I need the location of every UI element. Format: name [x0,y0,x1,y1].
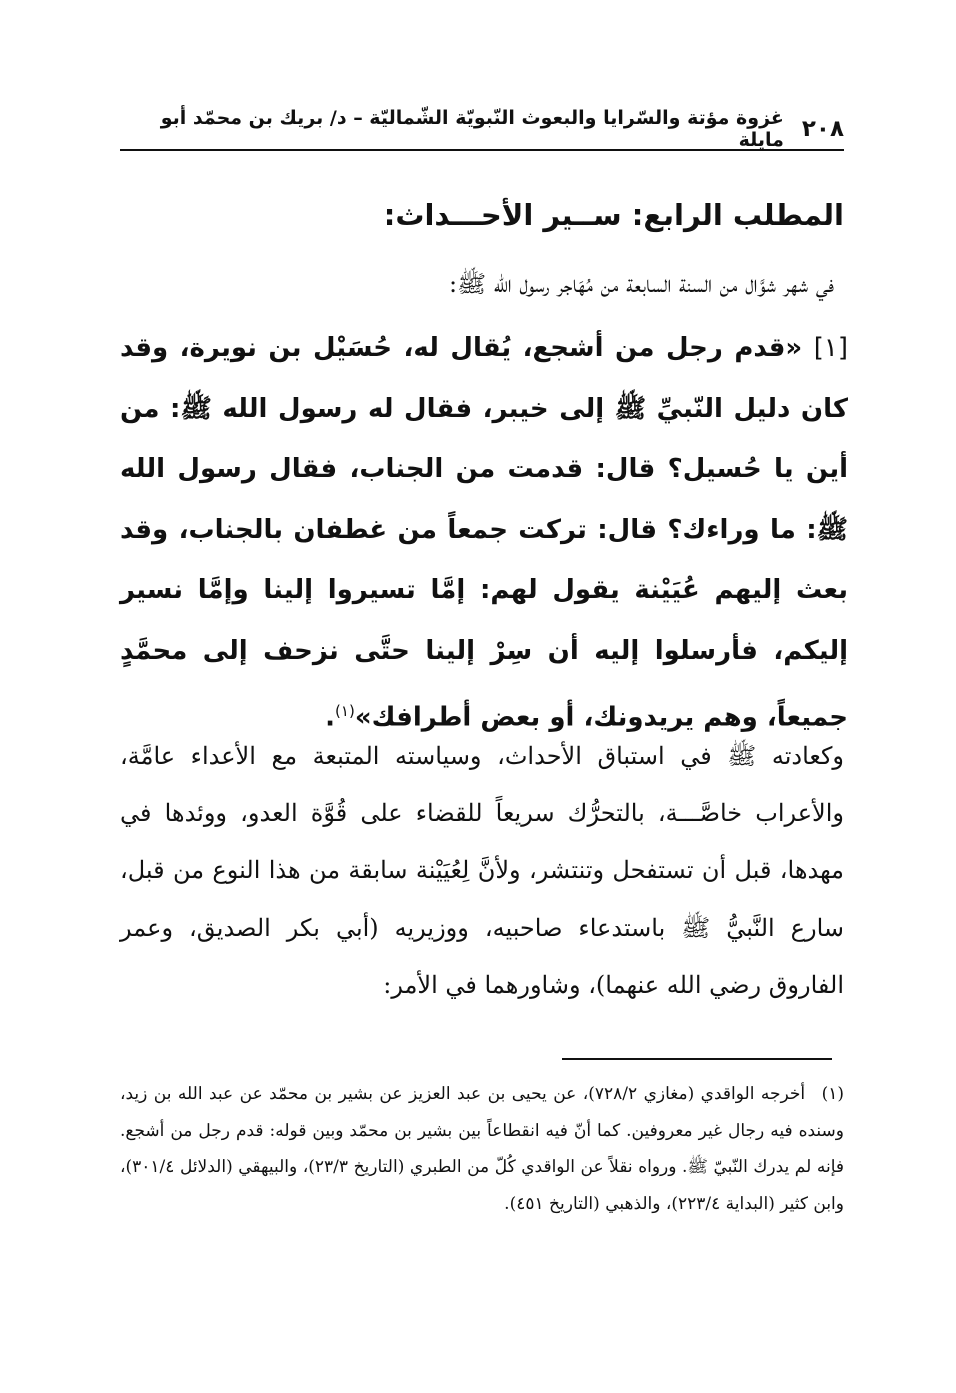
running-title: غزوة مؤتة والسّرايا والبعوث النّبويّة الشّماليّة – د/ بريك بن محمّد أبو مايلة [160,107,784,151]
footnote-reference[interactable]: (١) [335,702,355,720]
footnote-number: (١) [821,1084,844,1104]
narration-quote [120,318,848,748]
intro-line: في شهر شوَّال من السنة السابعة من مُهَاجر رسول الله ﷺ: [449,270,834,298]
running-header [120,108,844,150]
footnote-text: أخرجه الواقدي (مغازي ٧٢٨/٢)، عن يحيى بن عبد العزيز عن بشير بن محمّد عن عبد الله بن زيد، وسنده فيه رجال غير معروفين. كما أنّ فيه انقطاعاً بين بشير بن محمّد وبين قوله: قدم رجل من أشجع. فإنه لم يدرك النّبيّ ﷺ. ورواه نقلاً عن الواقدي كُلّ من الطبري (التاريخ ٢٣/٣)، والبيهقي (الدلائل ٣٠١/٤)، وابن كثير (البداية ٢٢٣/٤)، والذهبي (التاريخ ٤٥١). [120,1084,844,1214]
quote-text: «قدم رجل من أشجع، يُقال له، حُسَيْل بن نويرة، وقد كان دليل النّبيِّ ﷺ إلى خيبر، فقال له رسول الله ﷺ: من أين يا حُسيل؟ قال: قدمت من الجناب، فقال رسول الله ﷺ: ما وراءك؟ قال: تركت جمعاً من غطفان بالجناب، وقد بعث إليهم عُيَيْنة يقول لهم: إمَّا تسيروا إلينا وإمَّا نسير إليكم، فأرسلوا إليه أن سِرْ إلينا حتَّى نزحف إلى محمَّدٍ جميعاً، وهم يريدونك، أو بعض أطرافك» [120,333,848,733]
quote-end: . [325,702,336,733]
quote-number: [١] [813,333,848,363]
footnote-divider [562,1058,832,1060]
section-title: المطلب الرابع: ســير الأحـــداث: [383,198,844,232]
page-number: ٢٠٨ [801,116,844,142]
footnote-item [120,1076,844,1222]
footnotes [120,1076,844,1222]
header-divider [120,149,844,151]
body-paragraph: وكعادته ﷺ في استباق الأحداث، وسياسته المتبعة مع الأعداء عامَّة، والأعراب خاصَّـــة، بالتحرُّك سريعاً للقضاء على قُوَّة العدو، ووئدها في مهدها، قبل أن تستفحل وتنتشر، ولأنَّ لِعُيَيْنة سابقة من هذا النوع من قبل، سارع النَّبيُّ ﷺ باستدعاء صاحبيه، ووزيريه (أبي بكر الصديق، وعمر الفاروق رضي الله عنهما)، وشاورهما في الأمر: [120,742,844,999]
